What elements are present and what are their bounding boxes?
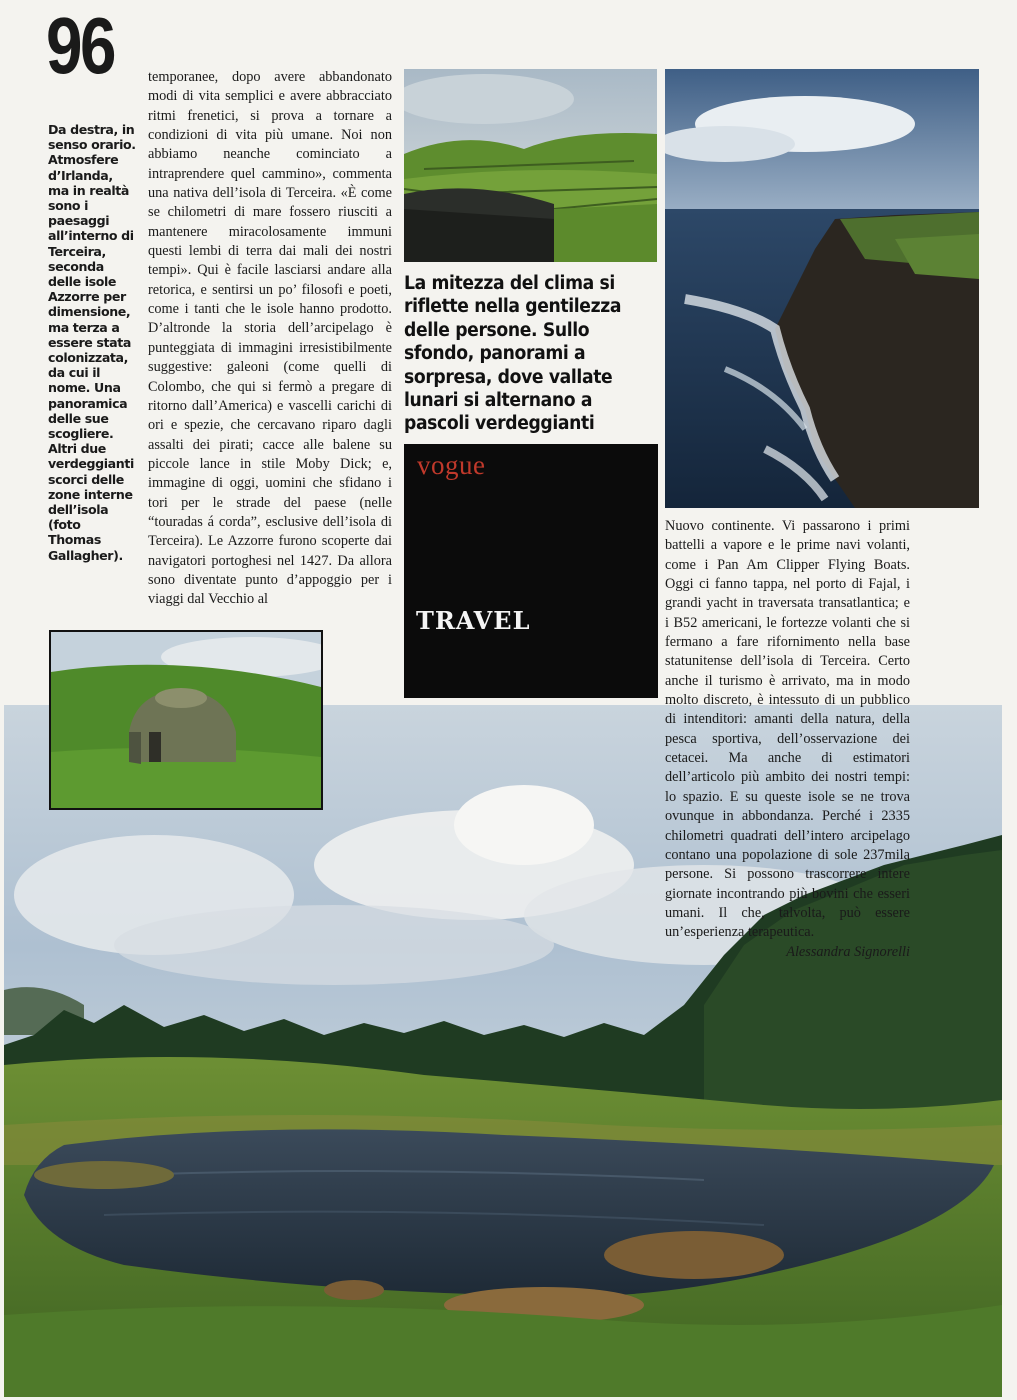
stone-hut-photo — [49, 630, 323, 810]
article-column-1: temporanee, dopo avere abbandonato modi di vita semplici e avere abbracciato ritmi frenetici, si prova a tornare a condizioni di vita più umane. Noi non abbiamo neanche cominciato a intraprendere quel cammino», commenta una nativa dell’isola di Terceira. «È come se chilometri di mare fossero riusciti a mantenere miracolosamente immuni questi lembi di terra dai mali dei nostri tempi». Qui è facile lasciarsi andare alla retorica, e sentirsi un po’ filosofi e poeti, come i tanti che le isole hanno prodotto. D’altronde la storia dell’arcipelago è punteggiata di immagini irresistibilmente suggestive: galeoni (come quelli di Colombo, che qui si fermò a pregare di ritorno dall’America) e vascelli carichi di ori e spezie, che cercavano riparo dagli assalti dei pirati; cacce alle balene su piccole lance in stile Moby Dick; e, immagine di oggi, uomini che sfidano i tori per le strade del paese (nelle “touradas á corda”, esclusive dell’isola di Terceira). Le Azzorre furono scoperte dai navigatori portoghesi nel 1427. Da allora sono diventate punto d’appoggio per i viaggi dal Vecchio al — [148, 69, 392, 608]
pull-quote: La mitezza del clima si riflette nella gentilezza delle persone. Sullo sfondo, panorami a sorpresa, dove vallate lunari si alternano a pascoli verdeggianti — [404, 273, 622, 435]
vogue-travel-box — [404, 444, 658, 698]
author-signature: Alessandra Signorelli — [786, 943, 910, 960]
travel-section-label: TRAVEL — [416, 606, 531, 635]
page-number: 96 — [46, 1, 115, 90]
article-column-2-text: Nuovo continente. Vi passarono i primi battelli a vapore e le prime navi volanti, come i Pan Am Clipper Flying Boats. Oggi ci fanno tappa, nel porto di Fajal, i grandi yacht in traversata transatlantica; e i B52 americani, le fortezze volanti che si fermano a fare rifornimento nella base statunitense dell’isola di Terceira. Certo anche il turismo è arrivato, ma in modo molto discreto, è intessuto di un pubblico di intenditori: amanti della natura, della pesca sportiva, dell’osservazione dei cetacei. Ma anche di estimatori dell’articolo più ambito dei nostri tempi: lo spazio. E su queste isole se ne trova ovunque in abbondanza. Perché i 2335 chilometri quadrati dell’intero arcipelago contano una popolazione di sole 237mila persone. Si possono trascorrere intere giornate incontrando più bovini che esseri umani. Il che, talvolta, può essere un’esperienza terapeutica. — [665, 518, 910, 941]
article-column-2 — [665, 517, 910, 962]
photo-caption: Da destra, in senso orario. Atmosfere d’Irlanda, ma in realtà sono i paesaggi all’interno di Terceira, seconda delle isole Azzorre per dimensione, ma terza a essere stata colonizzata, da cui il nome. Una panoramica delle sue scogliere. Altri due verdeggianti scorci delle zone interne dell’isola (foto Thomas Gallagher). — [48, 122, 136, 563]
sea-cliffs-photo — [665, 69, 979, 508]
green-hills-photo — [404, 69, 657, 262]
vogue-logo: vogue — [417, 450, 486, 480]
